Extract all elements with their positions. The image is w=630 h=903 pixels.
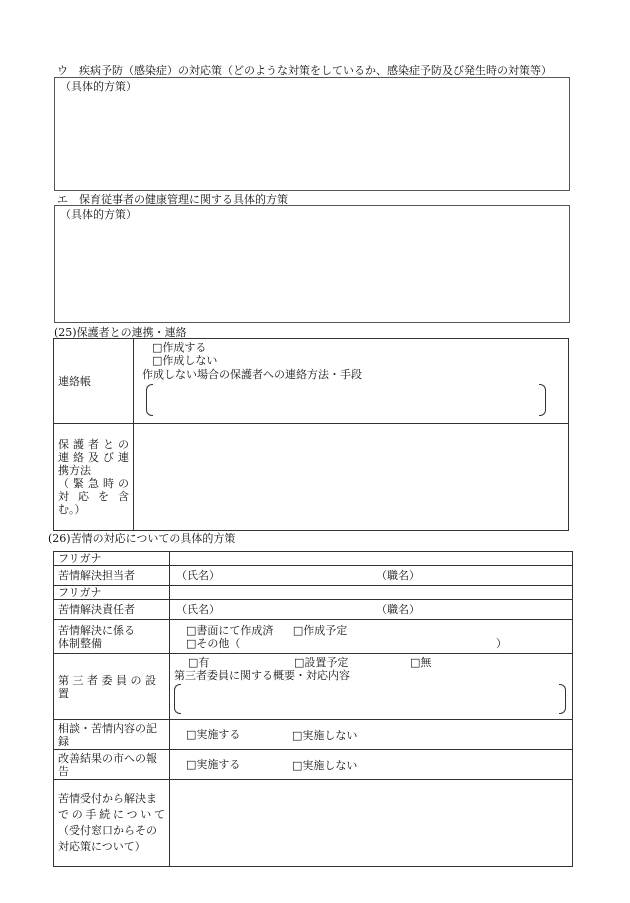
option-planned[interactable]: □作成予定 (292, 623, 348, 637)
procedure-input[interactable] (170, 780, 573, 867)
label-line: 苦情解決に係る (58, 623, 135, 637)
third-party-label: 第 三 者 委 員 の 設 置 (54, 654, 170, 720)
third-party-options (170, 654, 573, 720)
name-label: （氏名） (176, 603, 220, 616)
label-line: 連 絡 及 び 連 (58, 451, 129, 464)
option-planned[interactable]: □設置予定 (294, 656, 349, 669)
section-u-heading: ウ 疾病予防（感染症）の対応策（どのような対策をしているか、感染症予防及び発生時の対策等） (57, 64, 552, 77)
section-e-answer-box[interactable] (54, 205, 570, 323)
section-e-heading: エ 保育従事者の健康管理に関する具体的方策 (57, 193, 288, 206)
option-yes[interactable]: □有 (188, 656, 210, 669)
right-bracket (539, 384, 546, 416)
furigana-input-2[interactable] (170, 586, 573, 600)
label-line: 対応策について） (58, 840, 146, 853)
alt-method-input[interactable] (146, 384, 546, 414)
label-line: 苦情受付から解決ま (58, 792, 157, 805)
option-do[interactable]: □実施する (186, 728, 241, 741)
furigana-label: フリガナ (54, 552, 170, 566)
option-dont[interactable]: □実施しない (292, 759, 358, 772)
record-label: 相談・苦情内容の記録 (54, 720, 170, 750)
title-label: （職名） (376, 603, 420, 616)
section-26-table (53, 551, 573, 867)
section-u-answer-box[interactable] (54, 77, 570, 191)
option-dont[interactable]: □実施しない (292, 729, 358, 742)
option-create[interactable]: □作成する (152, 341, 207, 354)
option-other-close: ） (496, 637, 507, 650)
report-options (170, 750, 573, 780)
label-line: む。） (58, 503, 86, 516)
name-label: （氏名） (176, 569, 220, 582)
label-line: 対 応 を 含 (58, 490, 129, 503)
right-bracket (559, 684, 566, 714)
person-in-charge-input[interactable] (170, 566, 573, 586)
contact-book-options (134, 339, 569, 424)
alt-method-label: 作成しない場合の保護者への連絡方法・手段 (142, 368, 362, 381)
procedure-label (54, 780, 170, 867)
label-line: （受付窓口からその (58, 824, 157, 837)
section-25-heading: (25)保護者との連携・連絡 (54, 326, 187, 339)
option-written[interactable]: □書面にて作成済 (186, 623, 274, 637)
section-26-heading: (26)苦情の対応についての具体的方策 (48, 532, 236, 545)
system-label (54, 620, 170, 654)
responsible-person-label: 苦情解決責任者 (54, 600, 170, 620)
section-25-table (53, 338, 569, 531)
option-do[interactable]: □実施する (186, 758, 241, 771)
furigana-label: フリガナ (54, 586, 170, 600)
option-not-create[interactable]: □作成しない (152, 354, 218, 367)
guardian-contact-input[interactable] (134, 424, 569, 531)
label-line: 携方法 (58, 464, 91, 477)
system-options (170, 620, 573, 654)
left-bracket (174, 684, 181, 714)
label-line: 保 護 者 と の (58, 438, 129, 451)
report-label: 改善結果の市への報告 (54, 750, 170, 780)
section-u-box-label: （具体的方策） (60, 80, 137, 93)
option-no[interactable]: □無 (410, 656, 432, 669)
furigana-input-1[interactable] (170, 552, 573, 566)
third-party-desc-input[interactable] (174, 684, 566, 712)
guardian-contact-label (54, 424, 134, 531)
section-e-box-label: （具体的方策） (60, 208, 137, 221)
option-other[interactable]: □その他（ (186, 636, 241, 650)
label-line: （ 緊 急 時 の (58, 477, 129, 490)
responsible-person-input[interactable] (170, 600, 573, 620)
person-in-charge-label: 苦情解決担当者 (54, 566, 170, 586)
left-bracket (146, 384, 153, 416)
label-line: での手続について (58, 808, 165, 821)
third-party-desc-label: 第三者委員に関する概要・対応内容 (174, 669, 350, 682)
label-line: 体制整備 (58, 636, 102, 650)
title-label: （職名） (376, 569, 420, 582)
contact-book-label: 連絡帳 (54, 339, 134, 424)
record-options (170, 720, 573, 750)
